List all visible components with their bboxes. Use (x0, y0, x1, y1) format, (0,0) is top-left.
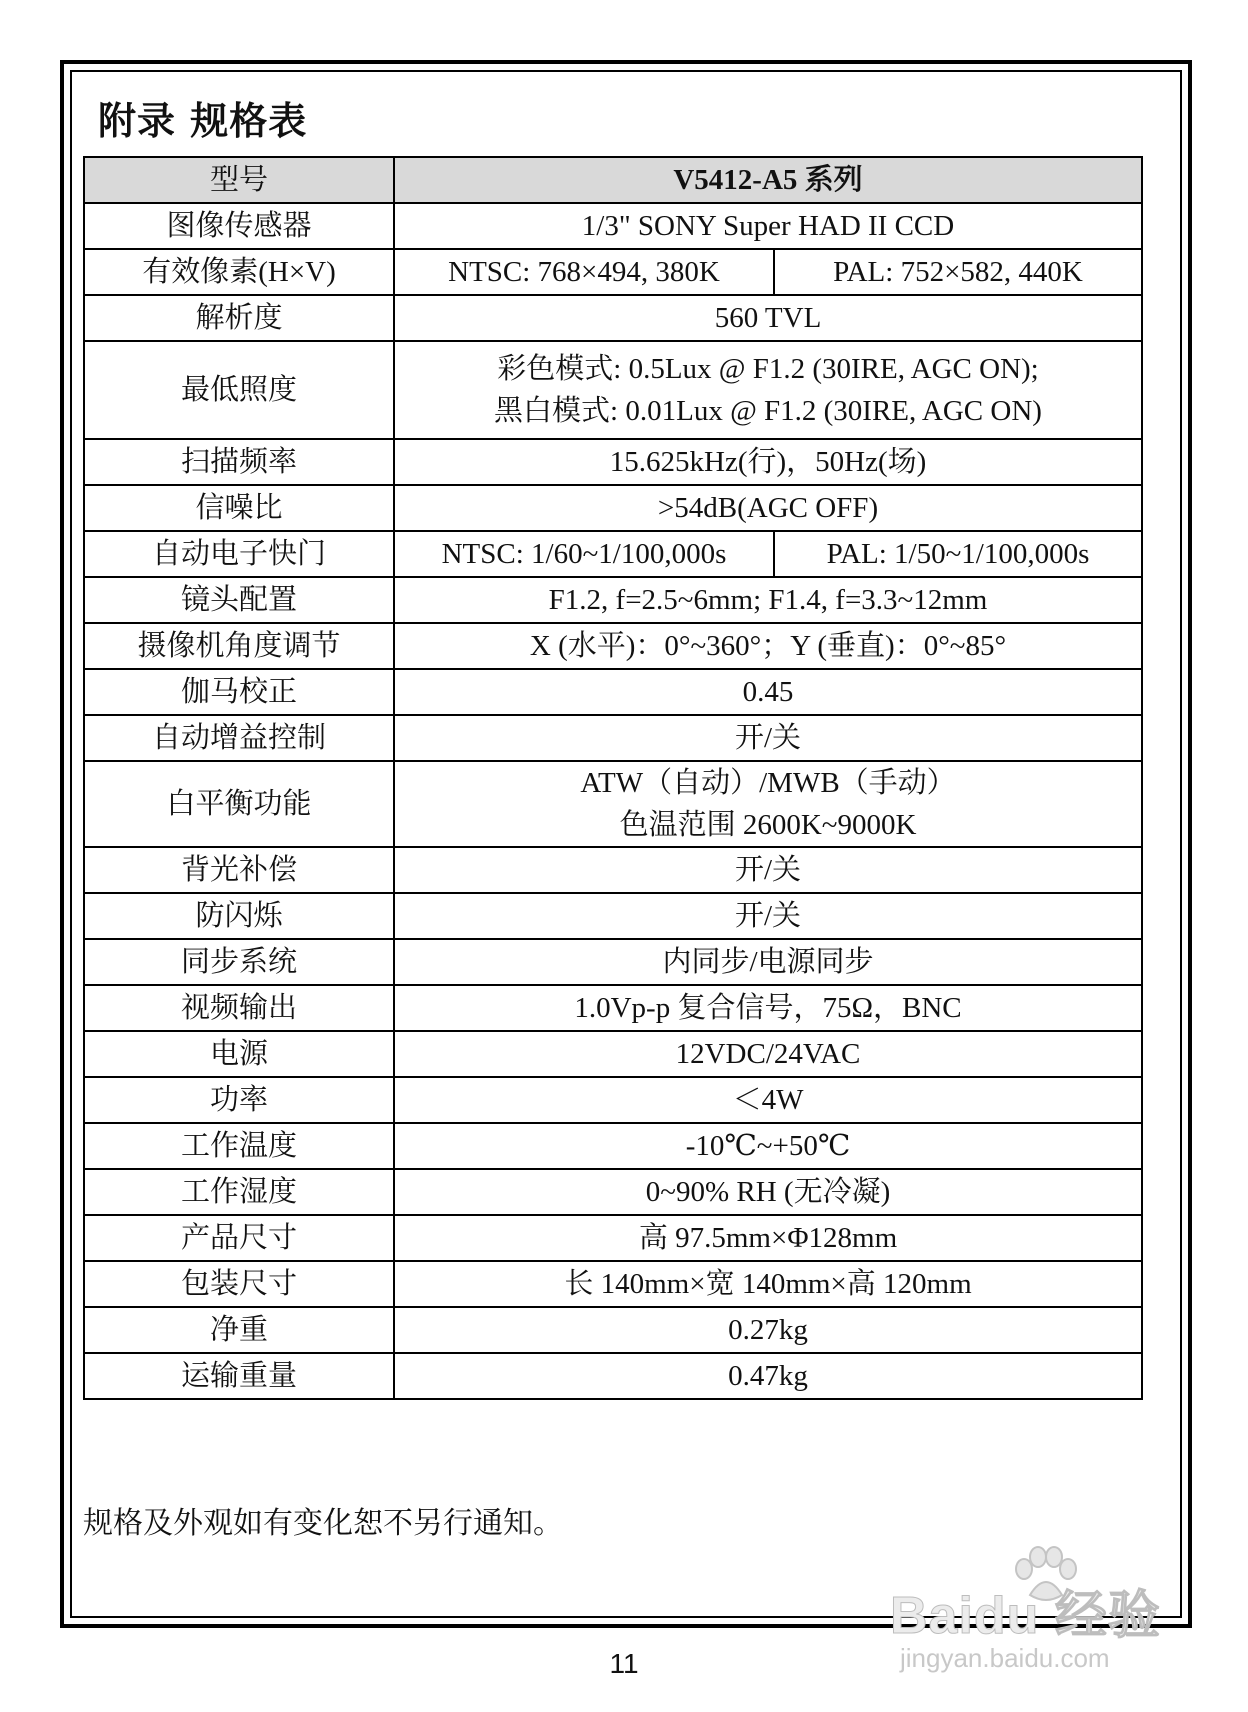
table-row (84, 1215, 1142, 1261)
row-label: 视频输出 (84, 985, 394, 1031)
row-label: 背光补偿 (84, 847, 394, 893)
table-row (84, 577, 1142, 623)
row-label: 自动增益控制 (84, 715, 394, 761)
table-row (84, 1031, 1142, 1077)
watermark-text: Baidu 经验 (890, 1587, 1161, 1645)
table-header-row (84, 157, 1142, 203)
table-row (84, 939, 1142, 985)
row-label: 图像传感器 (84, 203, 394, 249)
row-label: 包装尺寸 (84, 1261, 394, 1307)
row-value: 0.47kg (394, 1353, 1142, 1399)
row-label: 运输重量 (84, 1353, 394, 1399)
table-row (84, 1307, 1142, 1353)
row-label: 净重 (84, 1307, 394, 1353)
row-value-pal: PAL: 752×582, 440K (774, 249, 1142, 295)
row-value-line: ATW（自动）/MWB（手动） (580, 767, 956, 799)
row-label: 产品尺寸 (84, 1215, 394, 1261)
row-label: 最低照度 (84, 341, 394, 439)
row-value-line: 色温范围 2600K~9000K (619, 809, 917, 842)
row-value: -10℃~+50℃ (394, 1123, 1142, 1169)
header-label: 型号 (84, 157, 394, 203)
notice-text: 规格及外观如有变化恕不另行通知。 (83, 1507, 563, 1540)
row-label: 镜头配置 (84, 577, 394, 623)
row-value: 0.45 (394, 669, 1142, 715)
row-label: 伽马校正 (84, 669, 394, 715)
row-value: 开/关 (394, 715, 1142, 761)
row-label: 摄像机角度调节 (84, 623, 394, 669)
table-row (84, 439, 1142, 485)
row-value (394, 761, 1142, 847)
table-row (84, 1353, 1142, 1399)
table-row (84, 1123, 1142, 1169)
row-label: 解析度 (84, 295, 394, 341)
row-value: 0.27kg (394, 1307, 1142, 1353)
table-row (84, 623, 1142, 669)
table-row (84, 1169, 1142, 1215)
row-value-pal: PAL: 1/50~1/100,000s (774, 531, 1142, 577)
row-value: 12VDC/24VAC (394, 1031, 1142, 1077)
row-value-line: 黑白模式: 0.01Lux @ F1.2 (30IRE, AGC ON) (494, 395, 1042, 427)
row-value: X (水平)：0°~360°；Y (垂直)：0°~85° (394, 623, 1142, 669)
table-row (84, 669, 1142, 715)
table-row (84, 295, 1142, 341)
row-value: ＜4W (394, 1077, 1142, 1123)
row-value: 内同步/电源同步 (394, 939, 1142, 985)
row-value: 长 140mm×宽 140mm×高 120mm (394, 1261, 1142, 1307)
row-value: >54dB(AGC OFF) (394, 485, 1142, 531)
row-value: 开/关 (394, 893, 1142, 939)
page-title: 附录 规格表 (98, 99, 308, 143)
row-label: 工作温度 (84, 1123, 394, 1169)
row-label: 工作湿度 (84, 1169, 394, 1215)
row-value: 开/关 (394, 847, 1142, 893)
row-value: 560 TVL (394, 295, 1142, 341)
row-value: 15.625kHz(行)，50Hz(场) (394, 439, 1142, 485)
row-label: 有效像素(H×V) (84, 249, 394, 295)
page-number: 11 (609, 1648, 639, 1679)
row-label: 电源 (84, 1031, 394, 1077)
row-label: 功率 (84, 1077, 394, 1123)
row-label: 自动电子快门 (84, 531, 394, 577)
table-row (84, 531, 1142, 577)
row-value: 高 97.5mm×Φ128mm (394, 1215, 1142, 1261)
spec-table (83, 156, 1143, 1400)
row-value (394, 341, 1142, 439)
table-row (84, 485, 1142, 531)
row-value: 1.0Vp-p 复合信号，75Ω，BNC (394, 985, 1142, 1031)
table-row (84, 715, 1142, 761)
table-row (84, 847, 1142, 893)
row-value: 0~90% RH (无冷凝) (394, 1169, 1142, 1215)
table-row (84, 985, 1142, 1031)
watermark-url: jingyan.baidu.com (900, 1643, 1110, 1673)
table-row (84, 893, 1142, 939)
table-row (84, 761, 1142, 847)
row-value-line: 彩色模式: 0.5Lux @ F1.2 (30IRE, AGC ON); (497, 352, 1039, 385)
table-row (84, 249, 1142, 295)
row-label: 信噪比 (84, 485, 394, 531)
table-row (84, 1077, 1142, 1123)
table-row (84, 203, 1142, 249)
header-model: V5412-A5 系列 (394, 157, 1142, 203)
row-label: 同步系统 (84, 939, 394, 985)
table-row (84, 341, 1142, 439)
row-label: 防闪烁 (84, 893, 394, 939)
row-value-ntsc: NTSC: 1/60~1/100,000s (394, 531, 774, 577)
row-value-ntsc: NTSC: 768×494, 380K (394, 249, 774, 295)
row-label: 白平衡功能 (84, 761, 394, 847)
row-value: 1/3" SONY Super HAD II CCD (394, 203, 1142, 249)
table-row (84, 1261, 1142, 1307)
row-label: 扫描频率 (84, 439, 394, 485)
row-value: F1.2, f=2.5~6mm; F1.4, f=3.3~12mm (394, 577, 1142, 623)
